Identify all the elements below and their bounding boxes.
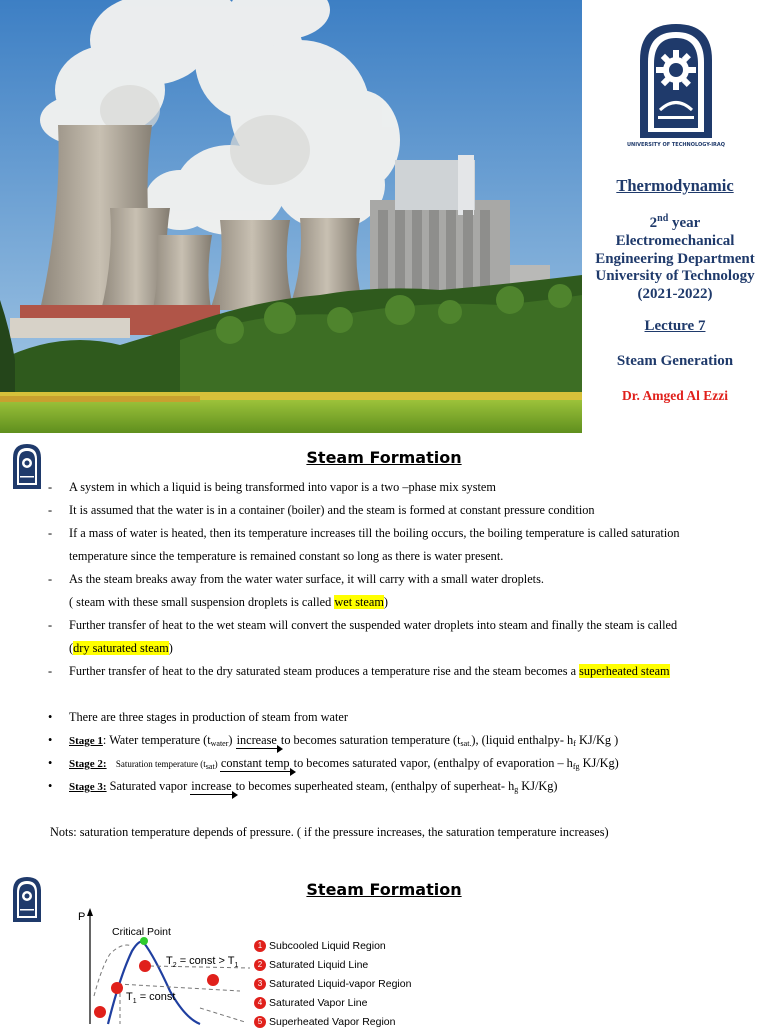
constant-temp-arrow: constant temp (220, 756, 290, 770)
slide-title: Steam Formation (306, 448, 462, 467)
title-panel (582, 0, 768, 433)
legend-item: 3 Saturated Liquid-vapor Region (254, 978, 411, 990)
legend-item: 1 Subcooled Liquid Region (254, 940, 386, 952)
svg-text:UNIVERSITY OF TECHNOLOGY-IRAQ: UNIVERSITY OF TECHNOLOGY-IRAQ (626, 142, 726, 148)
increase-arrow: increase (191, 779, 232, 793)
department-label: Electromechanical Engineering Department University of Technology (2021-2022) (595, 233, 755, 302)
dry-steam-highlight: dry saturated steam (73, 641, 169, 655)
year-label: 2nd year (649, 213, 701, 231)
author-name: Dr. Amged Al Ezzi (622, 388, 728, 403)
t2-label: $T_2$ = const > $T_1$ (166, 955, 239, 969)
legend-item: 4 Saturated Vapor Line (254, 997, 367, 1009)
wet-steam-highlight: wet steam (334, 595, 384, 609)
increase-arrow: increase (236, 733, 277, 747)
slide-title: Steam Formation (306, 880, 462, 899)
lecture-number: Lecture 7 (644, 318, 706, 334)
legend-item: 2 Saturated Liquid Line (254, 959, 368, 971)
note-text: Nots: saturation temperature depends of pressure. ( if the pressure increases, the saturation temperature increases) (50, 825, 609, 839)
legend-item: 5 Superheated Vapor Region (254, 1016, 395, 1028)
power-plant-photo (0, 0, 582, 433)
t1-label: $T_1$ = const (126, 991, 176, 1005)
slide-steam-formation-diagram (0, 868, 768, 1028)
slide-steam-formation-text: Steam Formation - A system in which a liquid is being transformed into vapor is a two –phase mix system - It is assumed that the water is in a container (boiler) and the steam is formed at constant pressure condition - If a mass of water is heated, then its temperature increases till the boiling occurs, the boiling temperature is called saturation temperature since the temperature is remained constant so long as there is water present. - As the steam breaks away from the water water surface, it will carry with a small water droplets. ( steam with these small suspension droplets is called wet steam) - Further transfer of heat to the wet steam will convert the suspended water droplets into steam and finally the steam is called (dry saturated steam) - Further transfer of heat to the dry saturated steam produces a temperature rise and the steam becomes a superheated steam • There are three stages in production of steam from water • Stage 1: Water temperature $(t_{water})$ increase to becomes saturation temperature $(t_{sat.})$, (liquid enthalpy- $h_f$ KJ/Kg ) • Stage 2: Saturation temperature $(t_{sat})$ constant temp to becomes saturated vapor, (enthalpy of evaporation – $h_{fg}$ KJ/Kg) • Stage 3: Saturated vapor increase to becomes superheated steam, (enthalpy of superheat- $h_g$ KJ/Kg) Nots: saturation temperature depends of pressure. ( if the pressure increases, the saturation temperature increases) (0, 433, 768, 853)
superheated-steam-highlight: superheated steam (579, 664, 670, 678)
lecture-topic: Steam Generation (616, 353, 734, 369)
critical-point-label: Critical Point (112, 926, 171, 938)
course-title: Thermodynamic (616, 176, 734, 195)
university-logo (626, 20, 726, 148)
p-axis-label: P (78, 911, 86, 923)
